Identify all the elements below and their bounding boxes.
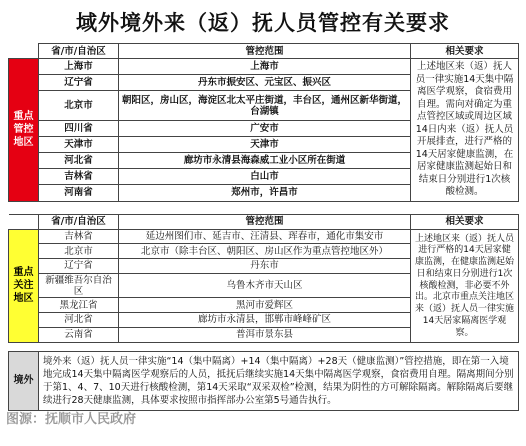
overseas-row	[9, 351, 519, 410]
header-blank	[9, 44, 39, 59]
header-requirement: 相关要求	[411, 44, 519, 59]
header-scope: 管控范围	[119, 44, 411, 59]
zone-label-mid-risk: 重点关注地区	[9, 229, 39, 342]
scope-cell: 广安市	[119, 121, 411, 137]
header-blank	[9, 214, 39, 229]
high-risk-requirement: 上述地区来（返）抚人员一律实施14天集中隔离医学观察，食宿费用自理。需向对确定为重点管控区域或周边区域14日内来（返）抚人员开展排查，进行严格的14天居家健康监测，在居家健康监测起始日和结束日分别进行1次核酸检测。	[411, 59, 519, 202]
section-spacer	[9, 342, 519, 351]
control-table-container	[8, 43, 518, 411]
image-source-caption: 图源：抚顺市人民政府	[6, 412, 137, 427]
header-province: 省/市/自治区	[39, 214, 119, 229]
header-province: 省/市/自治区	[39, 44, 119, 59]
section-spacer	[9, 201, 519, 214]
table-row	[9, 229, 519, 244]
scope-cell: 郑州市，许昌市	[119, 185, 411, 201]
scope-cell: 黑河市爱辉区	[119, 298, 411, 313]
scope-cell: 普洱市景东县	[119, 327, 411, 342]
scope-cell: 廊坊市永清县，邯郸市峰峰矿区	[119, 313, 411, 328]
province-cell: 北京市	[39, 91, 119, 121]
scope-cell: 丹东市	[119, 259, 411, 274]
overseas-requirement: 境外来（返）抚人员一律实施“14（集中隔离）+14（集中隔离）+28天（健康监测）”管控措施，即在第一入境地完成14天集中隔离医学观察后的人员，抵抚后继续实施14天集中隔离医学观察，食宿费用自理。隔离期间分别于第1、4、7、10天进行核酸检测，第14天采取“双采双检”检测，结果为阴性的方可解除隔离。解除隔离后要继续进行28天健康监测，具体要求按照市指挥部办公室第5号通告执行。	[39, 351, 519, 410]
table-header-row	[9, 214, 519, 229]
province-cell: 河南省	[39, 185, 119, 201]
scope-cell: 廊坊市永清县海森威工业小区所在街道	[119, 153, 411, 169]
zone-label-high-risk: 重点管控地区	[9, 59, 39, 202]
table-row	[9, 59, 519, 75]
province-cell: 云南省	[39, 327, 119, 342]
province-cell: 黑龙江省	[39, 298, 119, 313]
scope-cell: 延边州图们市、延吉市、汪清县、珲春市，通化市集安市	[119, 229, 411, 244]
table-header-row	[9, 44, 519, 59]
page-title: 域外境外来（返）抚人员管控有关要求	[76, 11, 450, 35]
spacer-cell	[9, 201, 519, 214]
mid-risk-requirement: 上述地区来（返）抚人员进行严格的14天居家健康监测，在健康监测起始日和结束日分别进行1次核酸检测，非必要不外出。北京市重点关注地区来（返）抚人员一律实施14天居家隔离医学观察。	[411, 229, 519, 342]
header-requirement: 相关要求	[411, 214, 519, 229]
province-cell: 辽宁省	[39, 259, 119, 274]
province-cell: 上海市	[39, 59, 119, 75]
control-table	[8, 43, 519, 411]
header-scope: 管控范围	[119, 214, 411, 229]
scope-cell: 白山市	[119, 169, 411, 185]
spacer-cell	[9, 342, 519, 351]
scope-cell: 乌鲁木齐市天山区	[119, 273, 411, 297]
province-cell: 吉林省	[39, 229, 119, 244]
province-cell: 河北省	[39, 313, 119, 328]
scope-cell: 北京市（除丰台区、朝阳区、房山区作为重点管控地区外）	[119, 244, 411, 259]
zone-label-overseas: 境外	[9, 351, 39, 410]
scope-cell: 朝阳区，房山区，海淀区北太平庄街道，丰台区，通州区新华街道，台湖镇	[119, 91, 411, 121]
scope-cell: 天津市	[119, 137, 411, 153]
scope-cell: 上海市	[119, 59, 411, 75]
province-cell: 四川省	[39, 121, 119, 137]
province-cell: 辽宁省	[39, 75, 119, 91]
province-cell: 北京市	[39, 244, 119, 259]
province-cell: 吉林省	[39, 169, 119, 185]
province-cell: 新疆维吾尔自治区	[39, 273, 119, 297]
province-cell: 天津市	[39, 137, 119, 153]
scope-cell: 丹东市振安区、元宝区、振兴区	[119, 75, 411, 91]
province-cell: 河北省	[39, 153, 119, 169]
